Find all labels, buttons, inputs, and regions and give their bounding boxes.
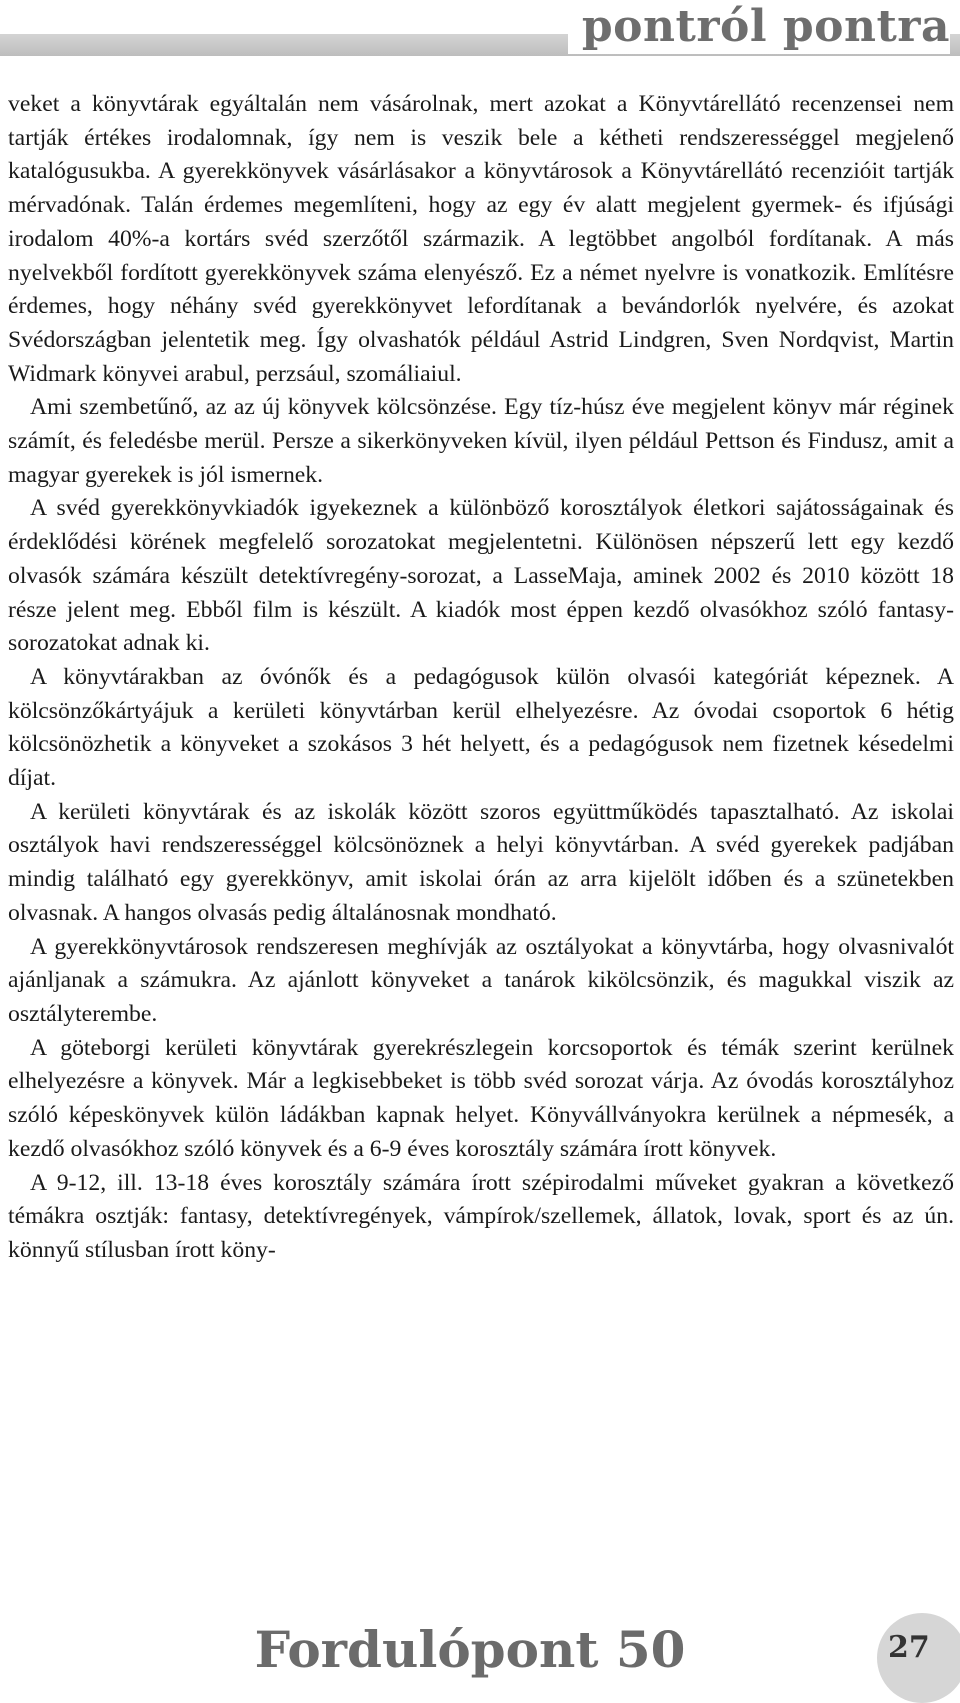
paragraph: A svéd gyerekkönyvkiadók igyekeznek a különböző korosztályok életkori sajátosságainak és érdeklődési körének megfelelő sorozatokat megjelentetni. Különösen népszerű lett egy kezdő olvasók számára készült detektívregény-sorozat, a LasseMaja, aminek 2002 és 2010 között 18 része jelent meg. Ebből film is készült. A kiadók most éppen kezdő olvasókhoz szóló fantasy-sorozatokat adnak ki. xyxy=(8,495,954,657)
paragraph: Ami szembetűnő, az az új könyvek kölcsönzése. Egy tíz-húsz éve megjelent könyv már réginek számít, és feledésbe merül. Persze a sikerkönyveken kívül, ilyen például Pettson és Findusz, amit a magyar gyerekek is jól ismernek. xyxy=(8,394,954,488)
paragraph: A gyerekkönyvtárosok rendszeresen meghívják az osztályokat a könyvtárba, hogy olvasnivalót ajánljanak a számukra. Az ajánlott könyveket a tanárok kikölcsönzik, és magukkal viszik az osztályterembe. xyxy=(8,933,954,1027)
paragraph: veket a könyvtárak egyáltalán nem vásárolnak, mert azokat a Könyvtárellátó recenzensei nem tartják értékes irodalomnak, így nem is veszik bele a kétheti rendszerességgel megjelenő katalógusukba. A gyerekkönyvek vásárlásakor a könyvtárosok a Könyvtárellátó recenzióit tartják mérvadónak. Talán érdemes megemlíteni, hogy az egy év alatt megjelent gyermek- és ifjúsági irodalom 40%-a kortárs svéd szerzőtől származik. A legtöbbet angolból fordítanak. A más nyelvekből fordított gyerekkönyvek száma elenyésző. Ez a német nyelvre is vonatkozik. Említésre érdemes, hogy néhány svéd gyerekkönyvet lefordítanak a bevándorlók nyelvére, és azokat Svédországban jelentetik meg. Így olvashatók például Astrid Lindgren, Sven Nordqvist, Martin Widmark könyvei arabul, perzsául, szomáliaiul. xyxy=(8,91,954,387)
article-body xyxy=(8,88,954,1268)
section-title: pontról pontra xyxy=(568,0,950,54)
paragraph: A 9-12, ill. 13-18 éves korosztály számára írott szépirodalmi műveket gyakran a következő témákra osztják: fantasy, detektívregények, vámpírok/szellemek, állatok, lovak, sport és az ún. könnyű stílusban írott köny- xyxy=(8,1169,954,1263)
publication-title: Fordulópont 50 xyxy=(254,1620,686,1679)
paragraph: A kerületi könyvtárak és az iskolák között szoros együttműködés tapasztalható. Az iskolai osztályok havi rendszerességgel kölcsönöznek a helyi könyvtárban. A svéd gyerekek padjában mindig található egy gyerekkönyv, amit iskolai órán az arra kijelölt időben és a szünetekben olvasnak. A hangos olvasás pedig általánosnak mondható. xyxy=(8,798,954,926)
paragraph: A göteborgi kerületi könyvtárak gyerekrészlegein korcsoportok és témák szerint kerülnek elhelyezésre a könyvek. Már a legkisebbeket is több svéd sorozat várja. Az óvodás korosztályhoz szóló képeskönyvek külön ládákban kapnak helyet. Könyvállványokra kerülnek a népmesék, a kezdő olvasókhoz szóló könyvek és a 6-9 éves korosztály számára írott könyvek. xyxy=(8,1034,954,1162)
paragraph: A könyvtárakban az óvónők és a pedagógusok külön olvasói kategóriát képeznek. A kölcsönzőkártyájuk a kerületi könyvtárban kerül elhelyezésre. Az óvodai csoportok 6 hétig kölcsönözhetik a könyveket a szokásos 3 hét helyett, és a pedagógusok nem fizetnek késedelmi díjat. xyxy=(8,663,954,792)
page-number: 27 xyxy=(888,1630,930,1665)
